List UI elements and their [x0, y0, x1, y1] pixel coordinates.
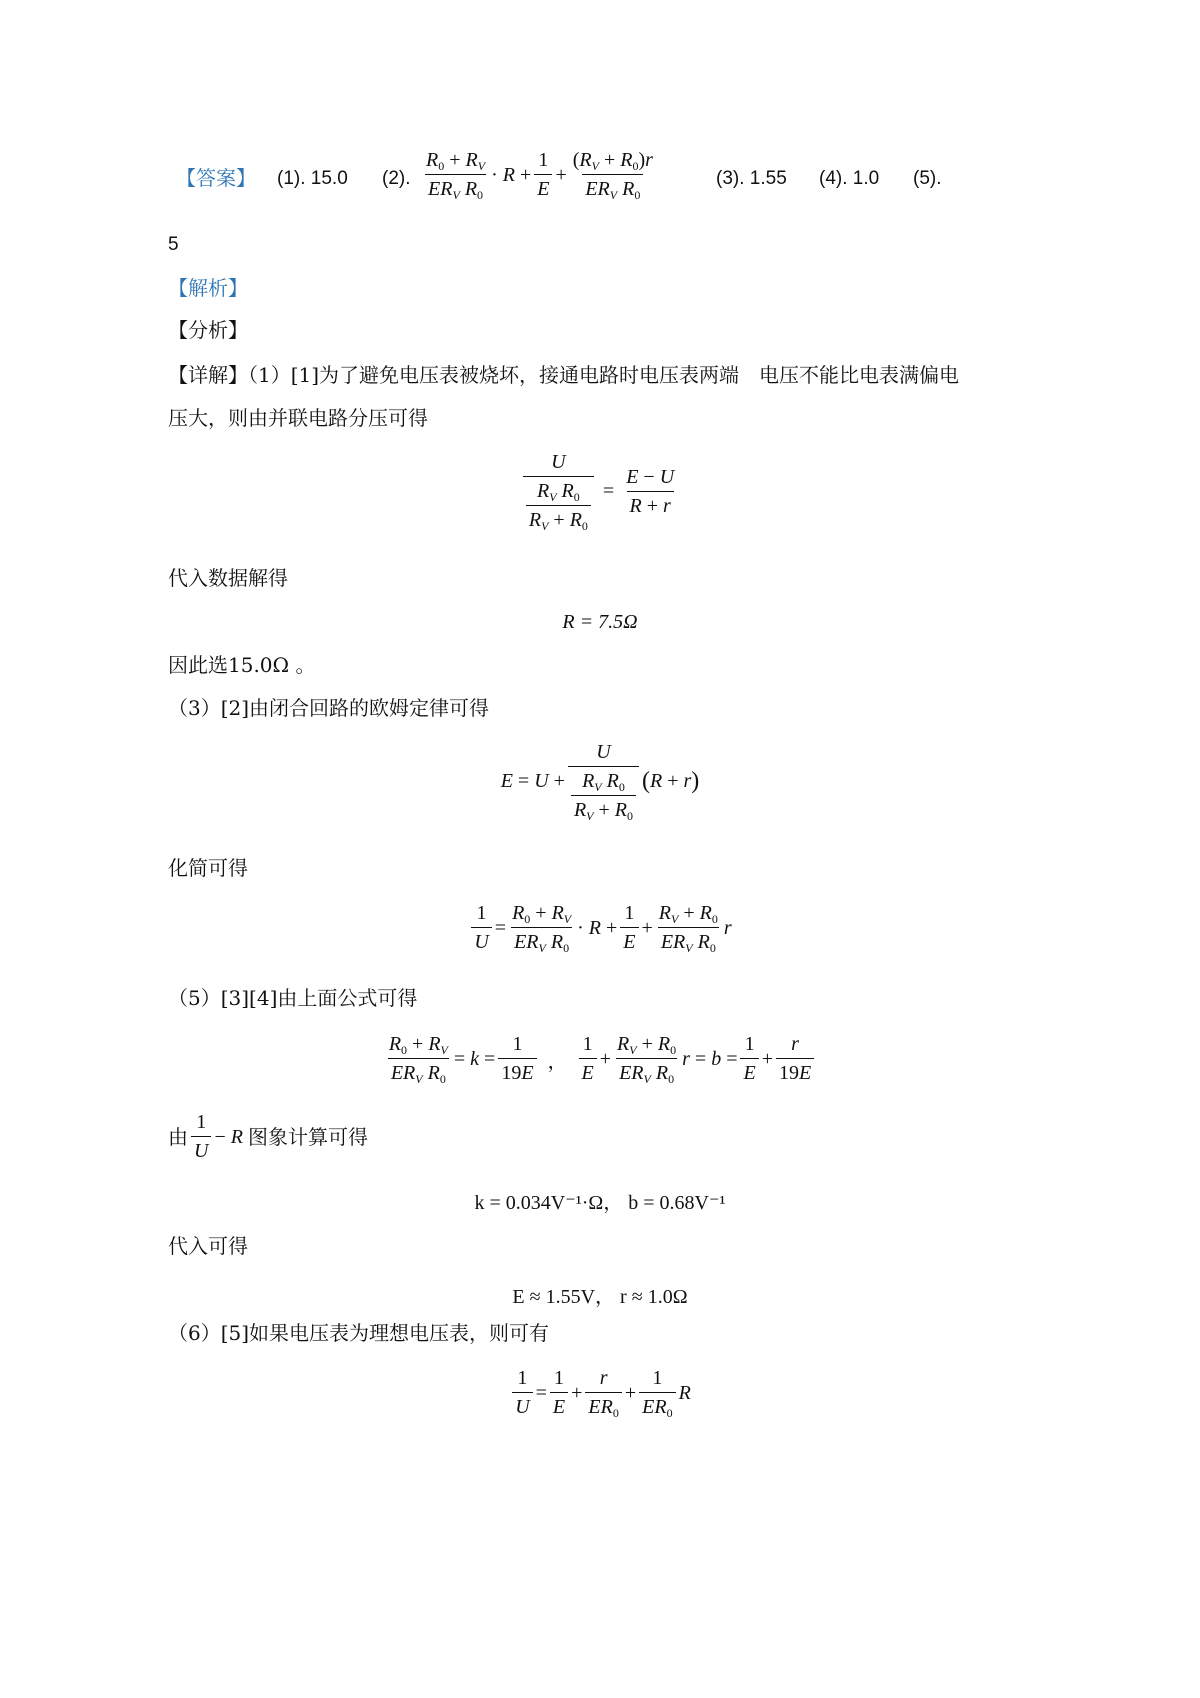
- detail-tag: 【详解】: [168, 363, 248, 387]
- choose-text: 因此选15.0Ω 。: [168, 653, 316, 677]
- detail-paragraph-line-1: [168, 365, 959, 385]
- answer-item-1: (1). 15.0: [277, 168, 348, 189]
- answer-item-2-label: (2).: [382, 168, 411, 189]
- part6-text: （6）[5]如果电压表为理想电压表，则可有: [168, 1321, 550, 1345]
- graph-line: 由 $\frac{1}{U}$ − R 图象计算可得: [168, 1111, 368, 1162]
- result-R: R = 7.5Ω: [562, 611, 638, 633]
- equation-k-b: $\frac{R_0 + R_V}{ER_V R_0}$ = k = $\frac{1}{19E}$ ， $\frac{1}{E}$ + $\frac{R_V + R_0}{ER_V R_0}$ r = b = $\frac{1}{E}$ + $\frac{r}{19E}$: [0, 1034, 1200, 1084]
- answer-formula: $\frac{R_0 + R_V}{ER_V R_0}$ · R + $\frac{1}{E}$ + $\frac{(R_V + R_0)r}{ER_V R_0}$: [426, 149, 653, 202]
- answer-tag: 【答案】: [176, 166, 256, 190]
- substitute-text: 代入数据解得: [168, 566, 288, 590]
- fenxi-tag: 【分析】: [168, 318, 248, 342]
- part5-text: （5）[3][4]由上面公式可得: [168, 986, 418, 1010]
- answer-item-5-label: (5).: [913, 168, 942, 189]
- equation-simplified: $\frac{1}{U}$ = $\frac{R_0 + R_V}{ER_V R_0}$ · R + $\frac{1}{E}$ + $\frac{R_V + R_0}{ER_V R_0}$ r: [0, 903, 1200, 953]
- equation-ideal-voltmeter: $\frac{1}{U}$ = $\frac{1}{E}$ + $\frac{r}{ER_0}$ + $\frac{1}{ER_0}$ R: [0, 1368, 1200, 1418]
- graph-prefix: 由: [168, 1125, 188, 1149]
- answer-item-4: (4). 1.0: [819, 168, 880, 189]
- simplify-text: 化简可得: [168, 856, 248, 880]
- E-r-values: E ≈ 1.55V， r ≈ 1.0Ω: [512, 1286, 688, 1308]
- kb-values: k = 0.034V⁻¹·Ω， b = 0.68V⁻¹: [474, 1192, 726, 1214]
- detail-line-1-text: （1）[1]为了避免电压表被烧坏，接通电路时电压表两端 电压不能比电表满偏电: [248, 363, 960, 387]
- part3-text: （3）[2]由闭合回路的欧姆定律可得: [168, 696, 490, 720]
- answer-item-5-value: 5: [168, 234, 179, 255]
- equation-voltage-divider: $\frac{U}{\frac{R_V R_0}{R_V + R_0}}$ = $\frac{E - U}{R + r}$: [0, 452, 1200, 531]
- substitute2-text: 代入可得: [168, 1234, 248, 1258]
- equation-ohms-law: E = U + $\frac{U}{\frac{R_V R_0}{R_V + R_0}}$ ( R + r ): [500, 741, 700, 823]
- graph-suffix: 图象计算可得: [247, 1125, 368, 1149]
- answer-item-3: (3). 1.55: [716, 168, 787, 189]
- analysis-tag: 【解析】: [168, 276, 248, 300]
- detail-paragraph-line-2: 压大，则由并联电路分压可得: [168, 406, 428, 430]
